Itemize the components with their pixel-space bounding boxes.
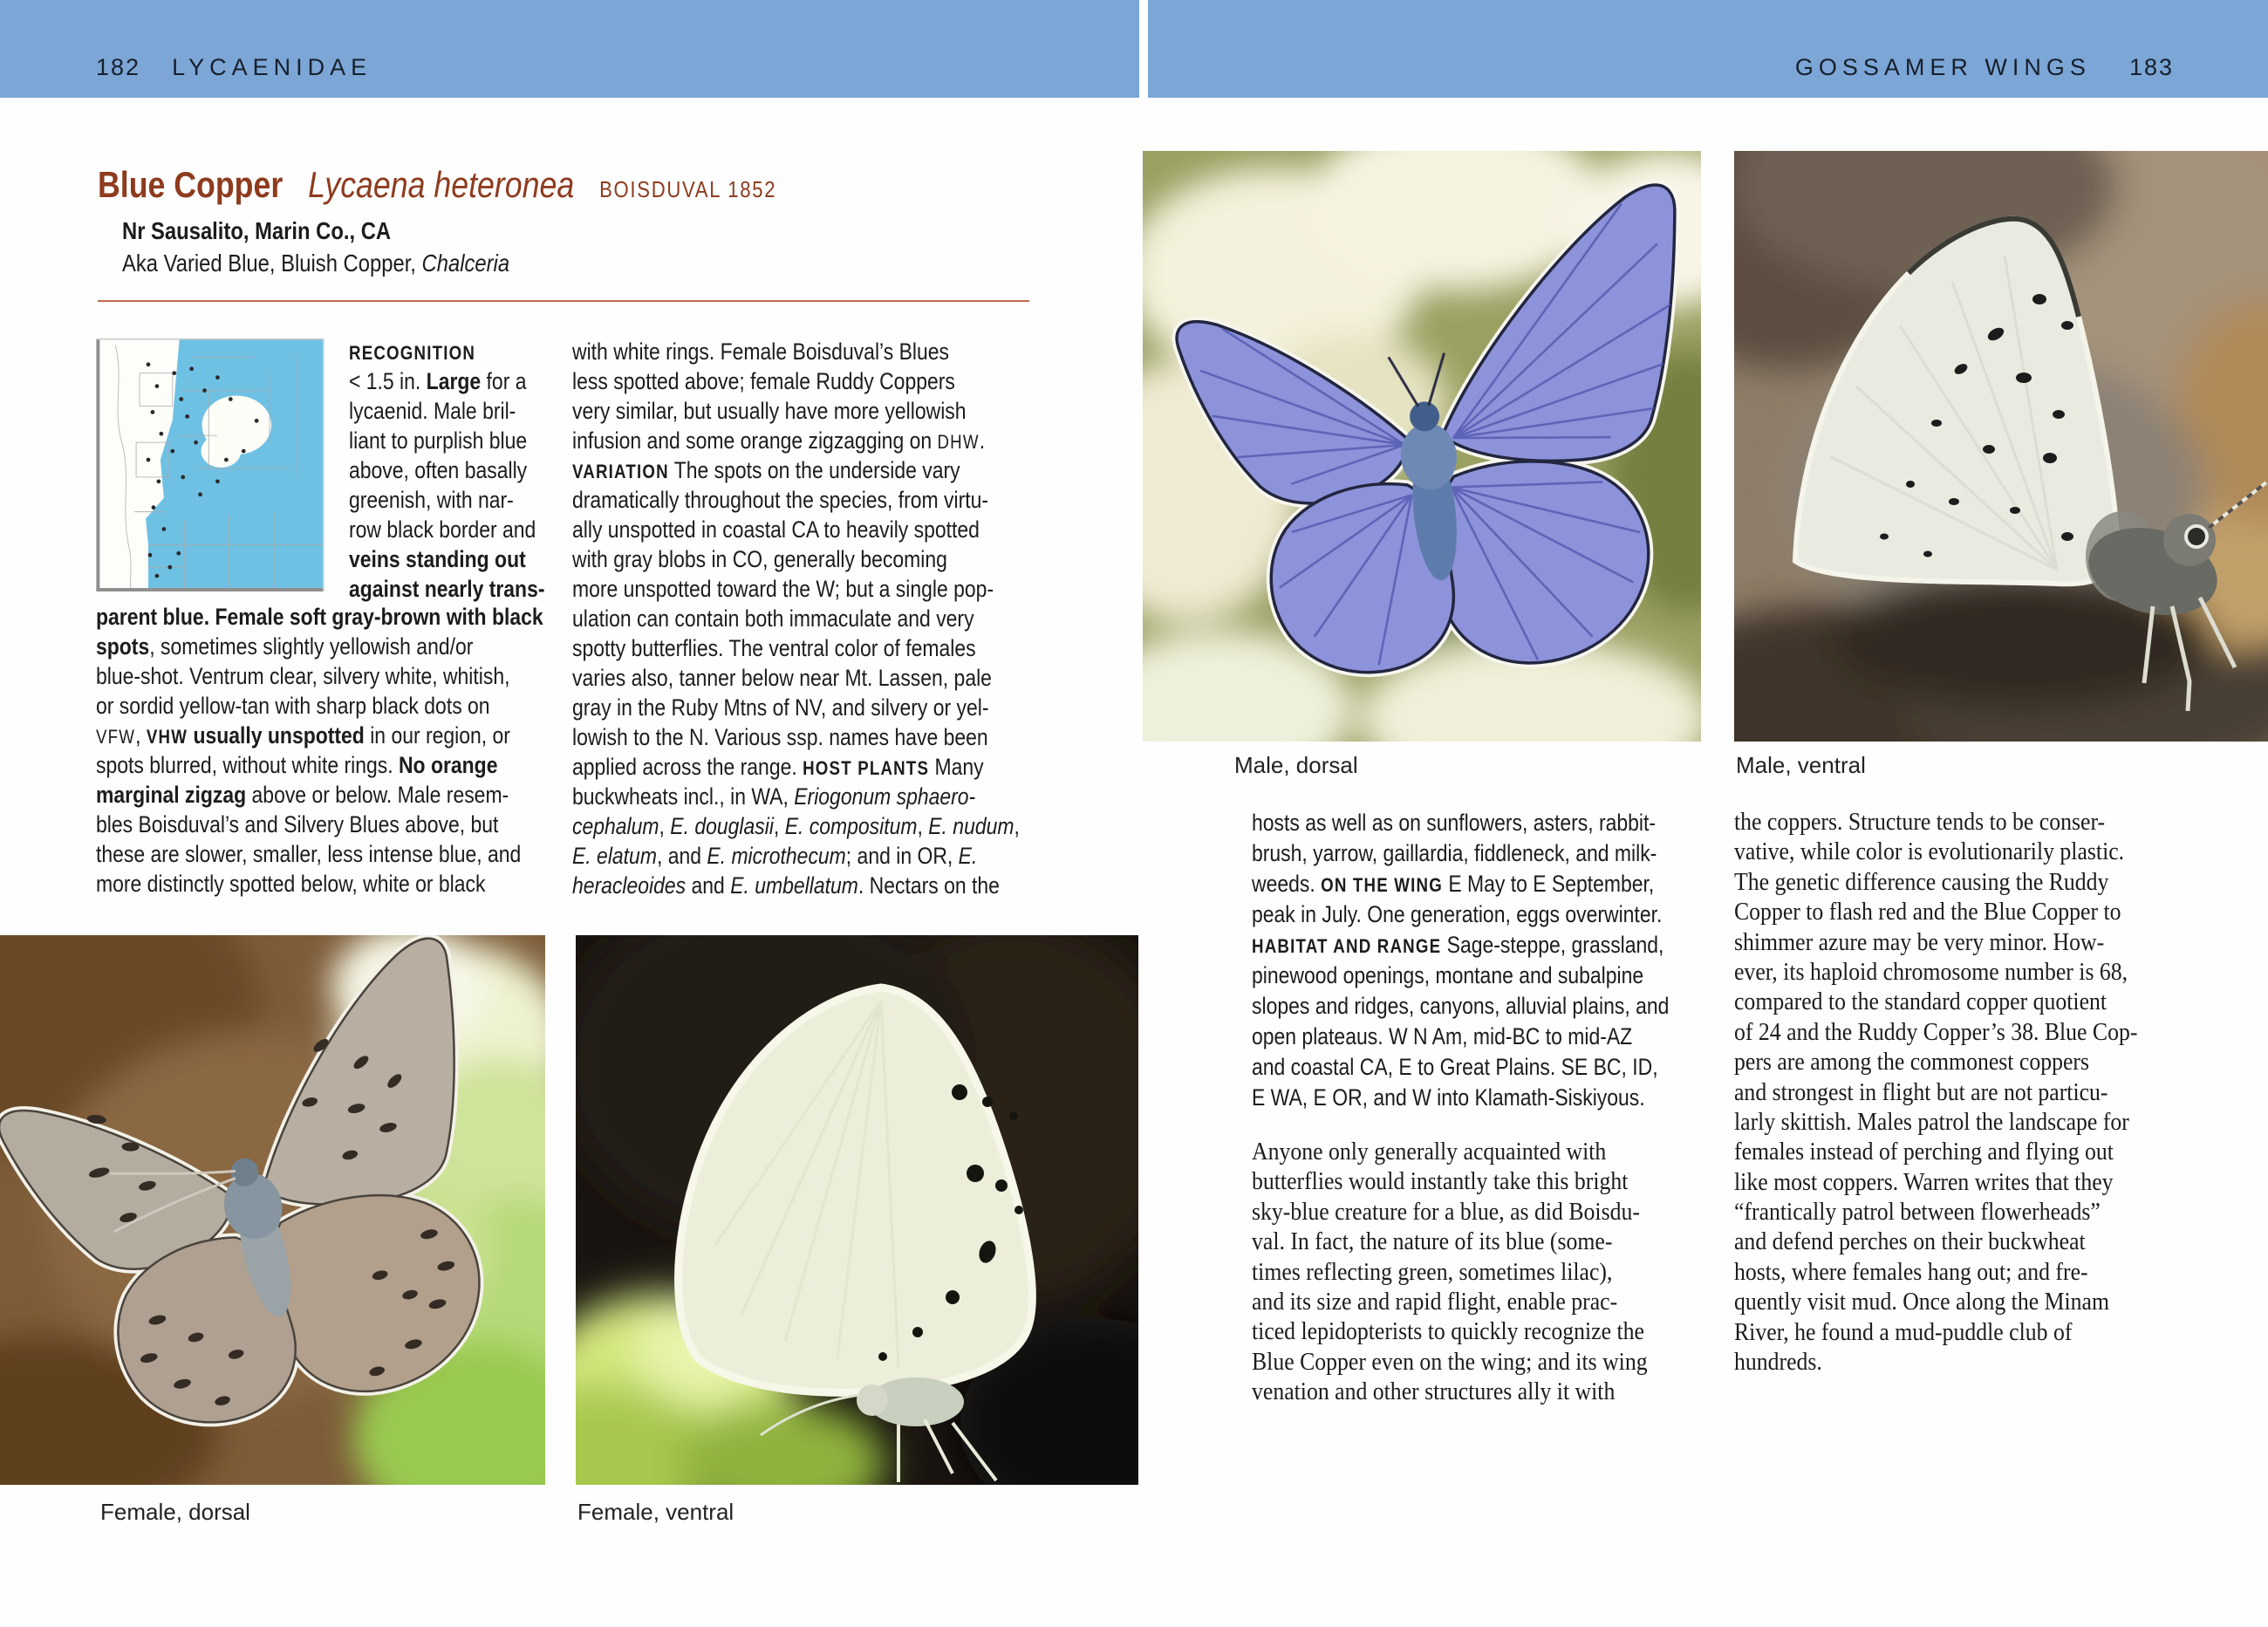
female-dorsal-photo [0,935,545,1485]
page-number-left: 182 [96,54,141,80]
right-column-1-essay: Anyone only generally acquainted with butterflies would instantly take this bright sky-blue creature for a blue, as did Boisdu- val. In fact, the nature of its blue (some- times reflecting green, sometimes lilac), and its size and rapid flight, enable prac- ticed lepidopterists to quickly recognize the Blue Copper even on the wing; and its wing venation and other structures ally it with [1252,1138,1648,1406]
page-number-right: 183 [2128,54,2174,80]
running-head-right: GOSSAMER WINGS [1794,54,2091,80]
caption-female-ventral: Female, ventral [577,1499,734,1525]
scientific-name: Lycaena heteronea [308,164,575,205]
recognition-column-beside-map: RECOGNITION < 1.5 in. Large for a lycaenid. Male bril- liant to purplish blue above, often basally greenish, with nar- row black border and veins standing out against nearly trans- [349,342,545,602]
subtitle-block: Nr Sausalito, Marin Co., CA Aka Varied Blue, Bluish Copper, Chalceria [122,217,510,277]
male-dorsal-illustration [1143,151,1701,742]
header-bar-left [0,0,1139,98]
female-dorsal-illustration [0,935,545,1485]
range-map [96,338,324,591]
heading-rule [98,300,1029,302]
caption-male-dorsal: Male, dorsal [1234,752,1358,778]
left-column-2: with white rings. Female Boisduval’s Blues less spotted above; female Ruddy Coppers very similar, but usually have more yellowish infusion and some orange zigzagging on DHW. VARIATION The spots on the underside vary dramatically throughout the species, from virtu- ally unspotted in coastal CA to heavily spotted with gray blobs in CO, generally becoming more unspotted toward the W; but a single pop- ulation can contain both immaculate and very spotty butterflies. The ventral color of females varies also, tanner below near Mt. Lassen, pale gray in the Ruby Mtns of NV, and silvery or yel- lowish to the N. Various ssp. names have been applied across the range. HOST PLANTS Many buckwheats incl., in WA, Eriogonum sphaero- cephalum, E. douglasii, E. compositum, E. nudum, E. elatum, and E. microthecum; and in OR, E. heracleoides and E. umbellatum. Nectars on the [572,338,1020,899]
range-map-illustration [96,338,324,591]
female-ventral-photo [576,935,1138,1485]
species-heading [98,164,776,206]
male-ventral-illustration [1734,151,2268,742]
caption-female-dorsal: Female, dorsal [100,1499,250,1525]
right-column-2-essay: the coppers. Structure tends to be conser- vative, while color is evolutionarily plastic. The genetic difference causing the Ruddy Copper to flash red and the Blue Copper to shimmer azure may be very minor. How- ever, its haploid chromosome number is 68, compared to the standard copper quotient of 24 and the Ruddy Copper’s 38. Blue Cop- pers are among the commonest coppers and strongest in flight but are not particu- larly skittish. Males patrol the landscape for females instead of perching and flying out like most coppers. Warren writes that they “frantically patrol between flowerheads” and defend perches on their buckwheat hosts, where females hang out; and fre- quently visit mud. Once along the Minam River, he found a mud-puddle club of hundreds. [1734,809,2138,1377]
common-name: Blue Copper [98,164,284,205]
caption-male-ventral: Male, ventral [1736,752,1866,778]
running-head-left: LYCAENIDAE [172,54,372,80]
authority: BOISDUVAL 1852 [599,176,777,202]
male-dorsal-photo [1143,151,1701,742]
header-bar-right [1148,0,2268,98]
recognition-column-full: parent blue. Female soft gray-brown with black spots, sometimes slightly yellowish and/or blue-shot. Ventrum clear, silvery white, whitish, or sordid yellow-tan with sharp black dots on VFW, VHW usually unspotted in our region, or spots blurred, without white rings. No orange marginal zigzag above or below. Male resem- bles Boisduval’s and Silvery Blues above, but these are slower, smaller, less intense blue, and more distinctly spotted below, white or black [96,604,543,897]
male-ventral-photo [1734,151,2268,742]
female-ventral-illustration [576,935,1138,1485]
right-column-1-account: hosts as well as on sunflowers, asters, rabbit- brush, yarrow, gaillardia, fiddleneck, and milk- weeds. ON THE WING E May to E September, peak in July. One generation, eggs overwinter. HABITAT AND RANGE Sage-steppe, grassland, pinewood openings, montane and subalpine slopes and ridges, canyons, alluvial plains, and open plateaus. W N Am, mid-BC to mid-AZ and coastal CA, E to Great Plains. SE BC, ID, E WA, E OR, and W into Klamath-Siskiyous. [1252,810,1670,1111]
